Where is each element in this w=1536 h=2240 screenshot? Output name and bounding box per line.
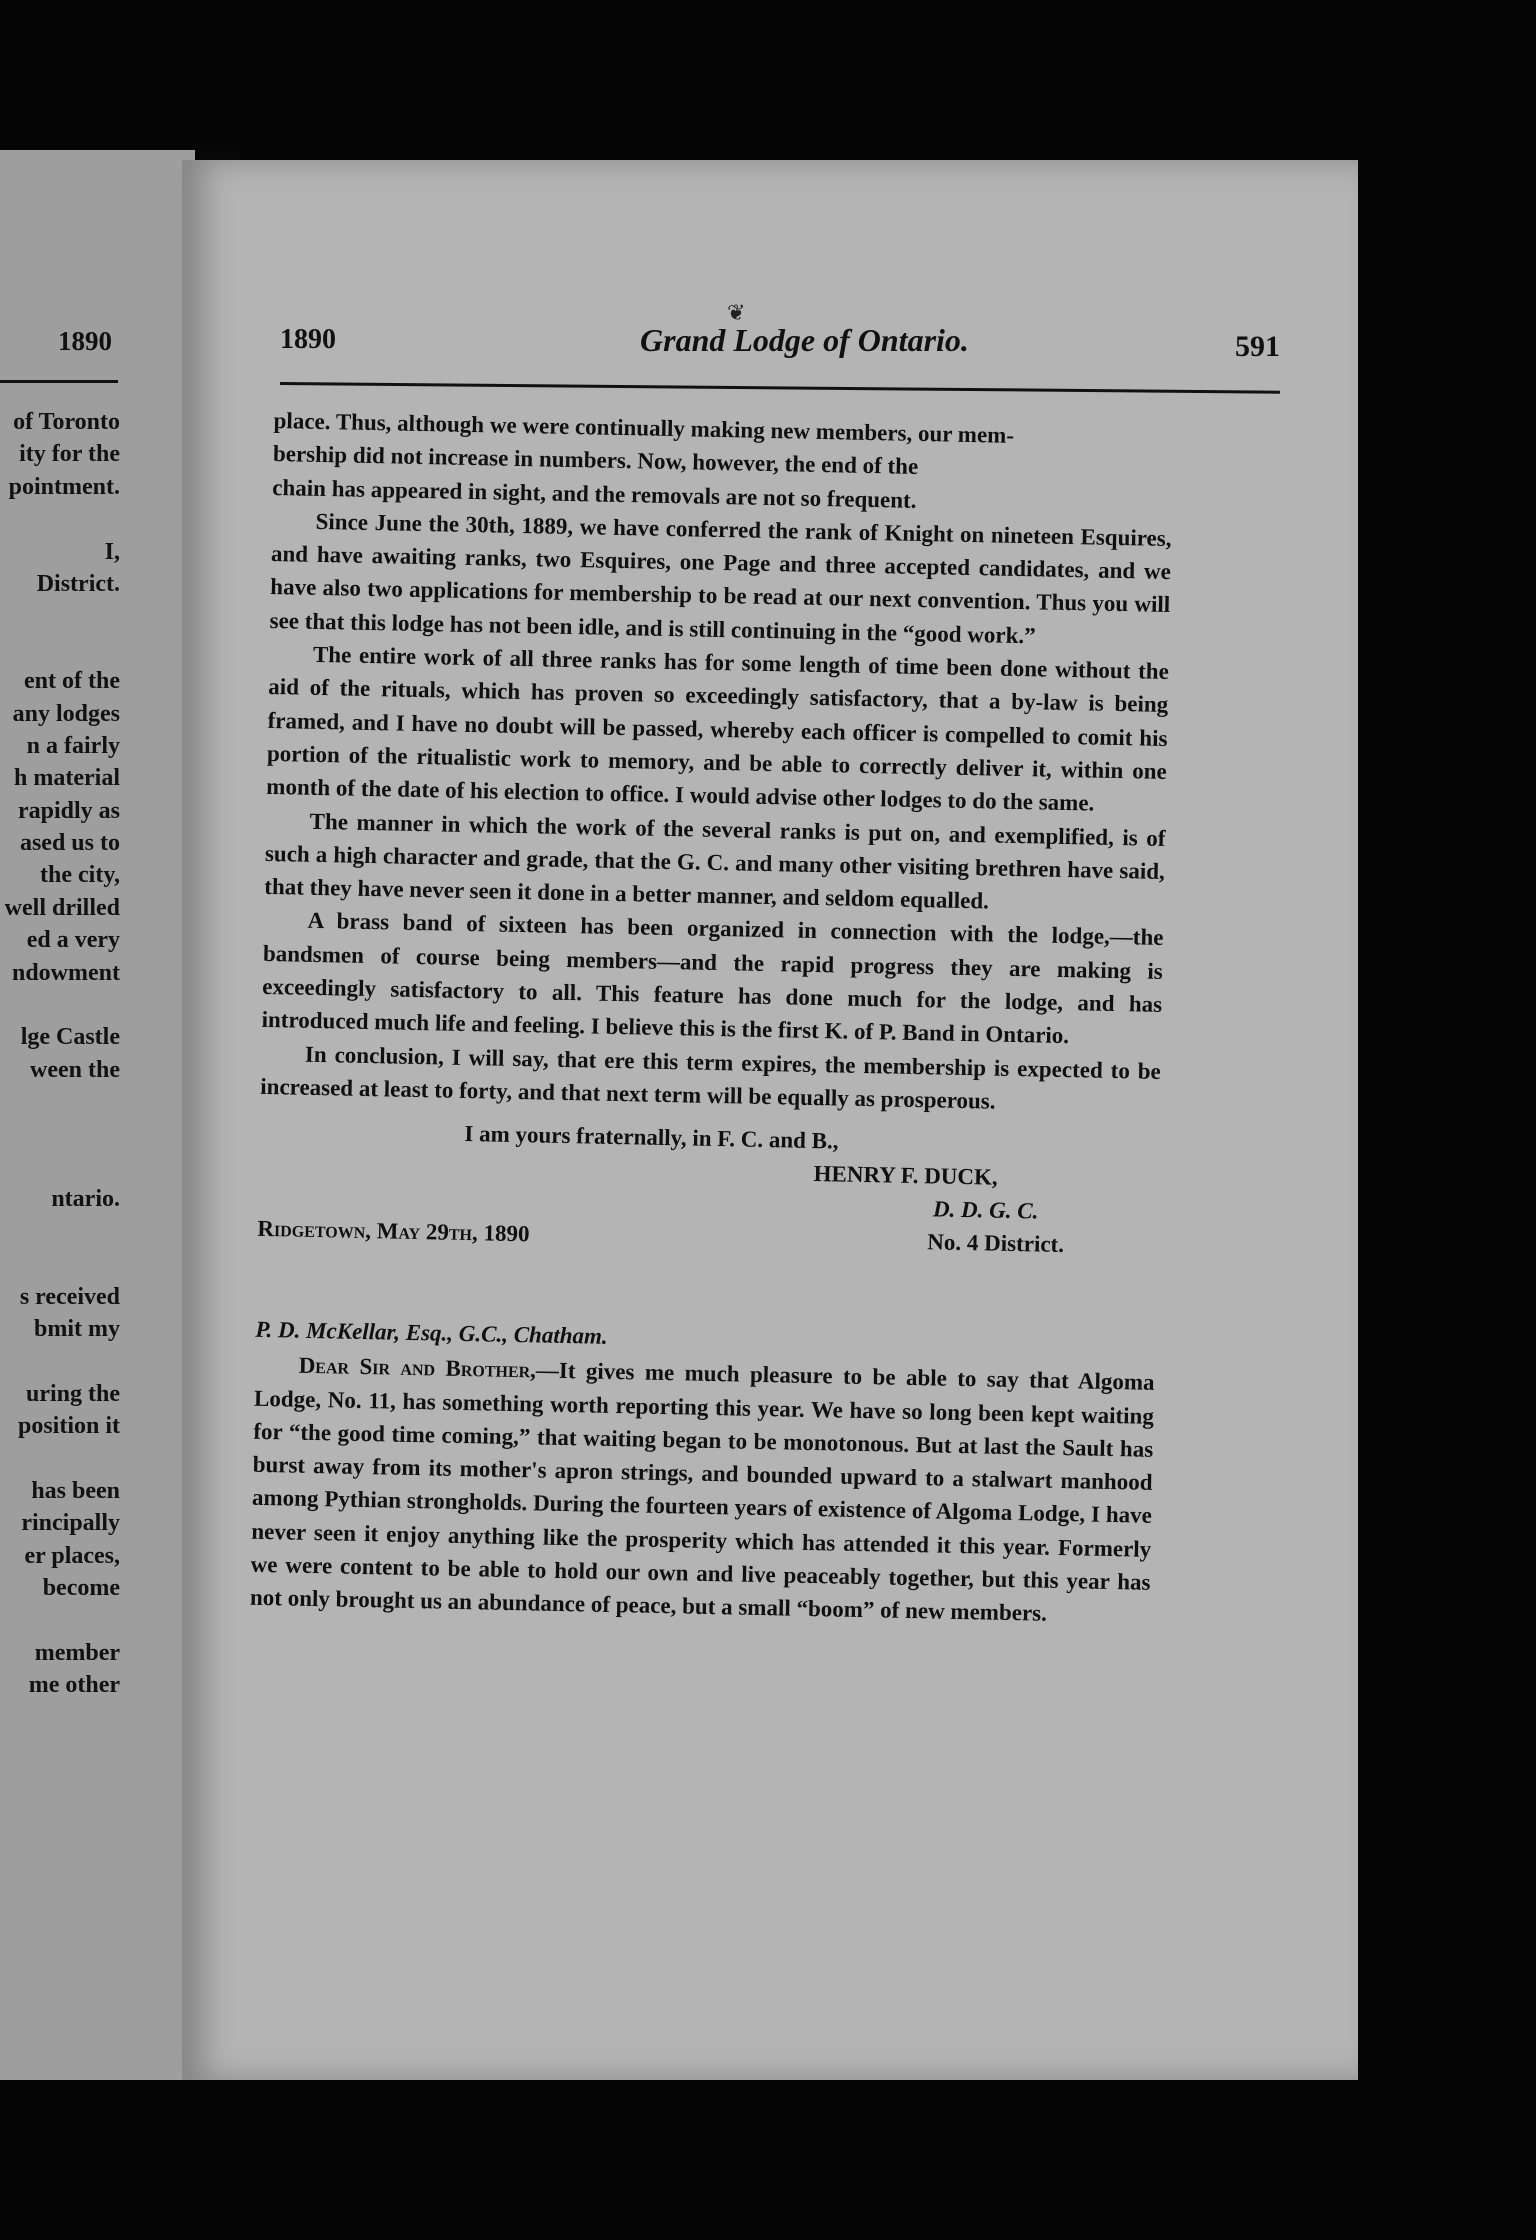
text-line: chain has appeared in sight, and the removals are not so frequent. <box>272 474 917 513</box>
left-page-line: pointment. <box>8 473 120 500</box>
ornament-icon: ❦ <box>727 300 746 325</box>
left-page-line <box>0 600 120 632</box>
left-page-line: s received <box>19 1283 120 1310</box>
left-page-line: ed a very <box>26 927 120 954</box>
letter-body <box>250 1348 1155 1632</box>
header-title: Grand Lodge of Ontario. <box>640 322 969 358</box>
closing-line: I am yours fraternally, in F. C. and B., <box>464 1121 839 1154</box>
left-page-line: bmit my <box>34 1315 120 1342</box>
left-page-line: ndowment <box>11 959 120 986</box>
left-page-line: District. <box>36 570 120 597</box>
left-page-line: I, <box>104 538 120 565</box>
left-page-line <box>0 1443 120 1475</box>
left-page-line <box>0 1216 120 1248</box>
district: No. 4 District. <box>927 1229 1065 1258</box>
left-page-line: er places, <box>24 1542 120 1569</box>
left-page-line: ntario. <box>51 1186 120 1213</box>
left-page-line: any lodges <box>12 700 120 727</box>
left-page-line <box>0 989 120 1021</box>
left-page-line: n a fairly <box>26 732 120 759</box>
signature: HENRY F. DUCK, <box>813 1161 998 1190</box>
left-page-line: ased us to <box>19 830 120 857</box>
left-page-line: h material <box>14 765 120 792</box>
text-line: bership did not increase in numbers. Now, however, the end of the <box>272 441 919 480</box>
paragraph: The entire work of all three ranks has for some length of time been done without the aid of the rituals, which has proven so exceedingly satisfactory, that a by-law is being framed, and I have no doubt will be passed, whereby each officer is compelled to comit his portion of the ritualistic work to memory, and be able to correctly deliver it, within one month of the date of his election to office. I would advise other lodges to do the same. <box>266 641 1170 816</box>
left-page-line: member <box>34 1639 120 1666</box>
left-page-line: the city, <box>40 862 120 889</box>
left-page-line: well drilled <box>4 894 120 921</box>
letter-recipient: P. D. McKellar, Esq., G.C., Chatham. <box>255 1317 608 1350</box>
page-number: 591 <box>1235 330 1280 363</box>
left-page-line: ity for the <box>19 441 120 468</box>
left-page-line: has been <box>31 1477 120 1504</box>
left-page-line: ween the <box>30 1056 120 1083</box>
left-page-line <box>0 1151 120 1183</box>
left-page-line: me other <box>28 1672 120 1699</box>
paragraph: A brass band of sixteen has been organized in connection with the lodge,—the bandsmen of course being members—and the rapid progress they are making is exceedingly satisfactory to all. This feature has done much for the lodge, and has introduced much life and feeling. I believe this is the first K. of P. Band in Ontario. <box>261 908 1164 1049</box>
signature-title: D. D. G. C. <box>932 1196 1039 1224</box>
left-page-line <box>0 1119 120 1151</box>
left-page-line: rincipally <box>21 1510 120 1537</box>
left-page-line <box>0 1345 120 1377</box>
place-date: Ridgetown, May 29th, 1890 <box>257 1216 530 1247</box>
left-page-line: of Toronto <box>13 409 120 435</box>
left-page-line: ent of the <box>24 668 120 695</box>
left-page-year: 1890 <box>58 326 112 356</box>
paragraph: Since June the 30th, 1889, we have conferred the rank of Knight on nineteen Esquires, and have awaiting ranks, two Esquires, one Page and three accepted candidates, and we have also two applications for membership to be read at our next convention. Thus you will see that this lodge has not been idle, and is still continuing in the “good work.” <box>269 508 1172 649</box>
book-page <box>182 160 1358 2080</box>
left-page-line <box>0 1086 120 1118</box>
left-page-lines <box>0 406 120 1702</box>
left-page-line <box>0 1604 120 1636</box>
opening-text <box>272 404 1174 522</box>
left-page-rule <box>0 380 118 383</box>
header-rule <box>280 382 1280 394</box>
header-year: 1890 <box>280 324 336 355</box>
left-page-fragment <box>0 150 195 2080</box>
left-page-line <box>0 1248 120 1280</box>
left-page-line: uring the <box>25 1380 120 1407</box>
text-line: place. Thus, although we were continually making new members, our mem- <box>273 407 1015 448</box>
left-page-line: position it <box>17 1413 120 1440</box>
page-header <box>280 312 1280 368</box>
paragraph: The manner in which the work of the several ranks is put on, and exemplified, is of such a high character and grade, that the G. C. and many other visiting brethren have said, that they have never seen it done in a better manner, and seldom equalled. <box>264 808 1166 914</box>
left-page-line <box>0 633 120 665</box>
page-body <box>250 404 1174 1632</box>
salutation: Dear Sir and Brother, <box>298 1352 537 1383</box>
left-page-line <box>0 503 120 535</box>
paragraph: In conclusion, I will say, that ere this term expires, the membership is expected to be increased at least to forty, and that next term will be equally as prosperous. <box>260 1041 1162 1114</box>
left-page-line: become <box>42 1575 120 1602</box>
left-page-line: lge Castle <box>20 1024 120 1051</box>
left-page-line: rapidly as <box>17 797 120 824</box>
letter-body-text: —It gives me much pleasure to be able to say that Algoma Lodge, No. 11, has something worth reporting this year. We have so long been kept waiting for “the good time coming,” that waiting began to be monotonous. But at last the Sault has burst away from its mother's apron strings, and bounded upward to a stalwart manhood among Pythian strongholds. During the fourteen years of existence of Algoma Lodge, I have never seen it enjoy anything like the prosperity which has attended it this year. Formerly we were content to be able to hold our own and live peaceably together, but this year has not only brought us an abundance of peace, but a small “boom” of new members. <box>249 1357 1155 1627</box>
